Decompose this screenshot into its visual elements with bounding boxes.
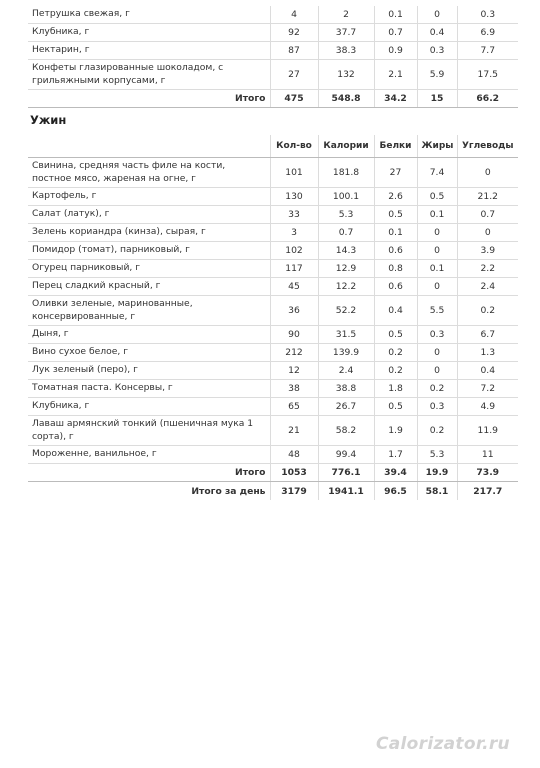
value-cell: 21.2	[457, 188, 518, 206]
value-cell: 1.7	[374, 446, 417, 464]
table-row	[28, 326, 518, 344]
value-cell: 58.2	[318, 416, 374, 446]
food-name-cell: Клубника, г	[28, 24, 270, 42]
value-cell: 0.4	[374, 296, 417, 326]
value-cell: 0.1	[374, 224, 417, 242]
column-header: Калории	[318, 135, 374, 158]
column-header: Белки	[374, 135, 417, 158]
value-cell: 0	[457, 158, 518, 188]
table-row	[28, 242, 518, 260]
day-total-row	[28, 482, 518, 501]
table-row	[28, 224, 518, 242]
total-value: 1053	[270, 464, 318, 482]
food-name-cell: Конфеты глазированные шоколадом, с грильяжными корпусами, г	[28, 60, 270, 90]
value-cell: 0	[417, 278, 457, 296]
value-cell: 12.2	[318, 278, 374, 296]
total-value: 15	[417, 90, 457, 108]
value-cell: 6.7	[457, 326, 518, 344]
value-cell: 5.3	[318, 206, 374, 224]
value-cell: 3	[270, 224, 318, 242]
table-header-row	[28, 135, 518, 158]
value-cell: 0.2	[374, 344, 417, 362]
total-row	[28, 464, 518, 482]
food-name-cell: Оливки зеленые, маринованные, консервированные, г	[28, 296, 270, 326]
total-label: Итого за день	[191, 485, 266, 497]
table-row	[28, 42, 518, 60]
value-cell: 101	[270, 158, 318, 188]
total-value: 58.1	[417, 482, 457, 501]
total-value: 96.5	[374, 482, 417, 501]
value-cell: 12	[270, 362, 318, 380]
value-cell: 0.7	[318, 224, 374, 242]
value-cell: 2	[318, 6, 374, 24]
value-cell: 1.9	[374, 416, 417, 446]
total-value: 73.9	[457, 464, 518, 482]
value-cell: 2.6	[374, 188, 417, 206]
table-row	[28, 206, 518, 224]
column-header: Жиры	[417, 135, 457, 158]
food-name-cell: Нектарин, г	[28, 42, 270, 60]
total-value: 776.1	[318, 464, 374, 482]
value-cell: 0.1	[417, 260, 457, 278]
value-cell: 48	[270, 446, 318, 464]
table-row	[28, 398, 518, 416]
value-cell: 0.3	[417, 398, 457, 416]
value-cell: 0.6	[374, 242, 417, 260]
table-row	[28, 446, 518, 464]
value-cell: 38.3	[318, 42, 374, 60]
value-cell: 102	[270, 242, 318, 260]
food-name-cell: Клубника, г	[28, 398, 270, 416]
value-cell: 1.3	[457, 344, 518, 362]
value-cell: 2.1	[374, 60, 417, 90]
value-cell: 0.1	[374, 6, 417, 24]
table-row	[28, 296, 518, 326]
value-cell: 4.9	[457, 398, 518, 416]
value-cell: 0	[417, 6, 457, 24]
value-cell: 130	[270, 188, 318, 206]
table-row	[28, 60, 518, 90]
value-cell: 38.8	[318, 380, 374, 398]
value-cell: 139.9	[318, 344, 374, 362]
value-cell: 31.5	[318, 326, 374, 344]
value-cell: 12.9	[318, 260, 374, 278]
site-watermark: Calorizator.ru	[376, 734, 510, 754]
value-cell: 0.8	[374, 260, 417, 278]
table-row	[28, 260, 518, 278]
value-cell: 2.2	[457, 260, 518, 278]
value-cell: 0.1	[417, 206, 457, 224]
food-name-cell: Томатная паста. Консервы, г	[28, 380, 270, 398]
value-cell: 3.9	[457, 242, 518, 260]
value-cell: 5.9	[417, 60, 457, 90]
food-name-cell: Дыня, г	[28, 326, 270, 344]
value-cell: 38	[270, 380, 318, 398]
value-cell: 5.5	[417, 296, 457, 326]
table-row	[28, 158, 518, 188]
table-row	[28, 24, 518, 42]
value-cell: 90	[270, 326, 318, 344]
total-value: 548.8	[318, 90, 374, 108]
value-cell: 4	[270, 6, 318, 24]
value-cell: 0.9	[374, 42, 417, 60]
value-cell: 11.9	[457, 416, 518, 446]
value-cell: 14.3	[318, 242, 374, 260]
food-name-cell: Огурец парниковый, г	[28, 260, 270, 278]
value-cell: 2.4	[457, 278, 518, 296]
value-cell: 21	[270, 416, 318, 446]
value-cell: 0.2	[417, 416, 457, 446]
value-cell: 5.3	[417, 446, 457, 464]
total-value: 66.2	[457, 90, 518, 108]
value-cell: 0	[417, 242, 457, 260]
value-cell: 99.4	[318, 446, 374, 464]
value-cell: 181.8	[318, 158, 374, 188]
value-cell: 7.7	[457, 42, 518, 60]
value-cell: 0.7	[457, 206, 518, 224]
value-cell: 27	[270, 60, 318, 90]
value-cell: 6.9	[457, 24, 518, 42]
value-cell: 0.4	[417, 24, 457, 42]
total-value: 1941.1	[318, 482, 374, 501]
value-cell: 33	[270, 206, 318, 224]
table-row	[28, 188, 518, 206]
value-cell: 0	[417, 344, 457, 362]
value-cell: 0	[417, 224, 457, 242]
food-name-cell: Салат (латук), г	[28, 206, 270, 224]
total-value: 475	[270, 90, 318, 108]
previous-meal-table	[28, 6, 518, 108]
value-cell: 0.7	[374, 24, 417, 42]
table-row	[28, 362, 518, 380]
food-name-cell: Вино сухое белое, г	[28, 344, 270, 362]
table-row	[28, 6, 518, 24]
value-cell: 0.3	[417, 42, 457, 60]
column-header	[28, 135, 270, 158]
value-cell: 27	[374, 158, 417, 188]
food-name-cell: Лаваш армянский тонкий (пшеничная мука 1 сорта), г	[28, 416, 270, 446]
total-row	[28, 90, 518, 108]
value-cell: 0.3	[457, 6, 518, 24]
value-cell: 0.3	[417, 326, 457, 344]
food-name-cell: Свинина, средняя часть филе на кости, постное мясо, жареная на огне, г	[28, 158, 270, 188]
value-cell: 26.7	[318, 398, 374, 416]
total-value: 39.4	[374, 464, 417, 482]
dinner-table	[28, 135, 518, 500]
value-cell: 100.1	[318, 188, 374, 206]
value-cell: 87	[270, 42, 318, 60]
food-name-cell: Картофель, г	[28, 188, 270, 206]
value-cell: 37.7	[318, 24, 374, 42]
value-cell: 0.2	[457, 296, 518, 326]
value-cell: 65	[270, 398, 318, 416]
food-name-cell: Мороженне, ванильное, г	[28, 446, 270, 464]
dinner-section-title: Ужин	[30, 113, 67, 127]
food-name-cell: Петрушка свежая, г	[28, 6, 270, 24]
value-cell: 132	[318, 60, 374, 90]
value-cell: 0.5	[374, 398, 417, 416]
value-cell: 0.6	[374, 278, 417, 296]
table-row	[28, 278, 518, 296]
value-cell: 11	[457, 446, 518, 464]
value-cell: 7.2	[457, 380, 518, 398]
value-cell: 0.5	[374, 206, 417, 224]
value-cell: 0	[417, 362, 457, 380]
column-header: Кол-во	[270, 135, 318, 158]
total-label: Итого	[28, 464, 270, 482]
value-cell: 117	[270, 260, 318, 278]
value-cell: 92	[270, 24, 318, 42]
table-row	[28, 380, 518, 398]
value-cell: 1.8	[374, 380, 417, 398]
food-name-cell: Зелень кориандра (кинза), сырая, г	[28, 224, 270, 242]
food-name-cell: Перец сладкий красный, г	[28, 278, 270, 296]
food-name-cell: Помидор (томат), парниковый, г	[28, 242, 270, 260]
value-cell: 2.4	[318, 362, 374, 380]
total-label: Итого	[28, 90, 270, 108]
value-cell: 0	[457, 224, 518, 242]
column-header: Углеводы	[457, 135, 518, 158]
total-value: 19.9	[417, 464, 457, 482]
value-cell: 45	[270, 278, 318, 296]
total-value: 217.7	[457, 482, 518, 501]
total-value: 34.2	[374, 90, 417, 108]
value-cell: 52.2	[318, 296, 374, 326]
value-cell: 0.5	[374, 326, 417, 344]
value-cell: 0.5	[417, 188, 457, 206]
value-cell: 0.2	[417, 380, 457, 398]
table-row	[28, 416, 518, 446]
food-diary-page	[28, 6, 518, 500]
value-cell: 212	[270, 344, 318, 362]
value-cell: 0.2	[374, 362, 417, 380]
value-cell: 17.5	[457, 60, 518, 90]
value-cell: 36	[270, 296, 318, 326]
table-row	[28, 344, 518, 362]
value-cell: 0.4	[457, 362, 518, 380]
total-value: 3179	[270, 482, 318, 501]
food-name-cell: Лук зеленый (перо), г	[28, 362, 270, 380]
value-cell: 7.4	[417, 158, 457, 188]
